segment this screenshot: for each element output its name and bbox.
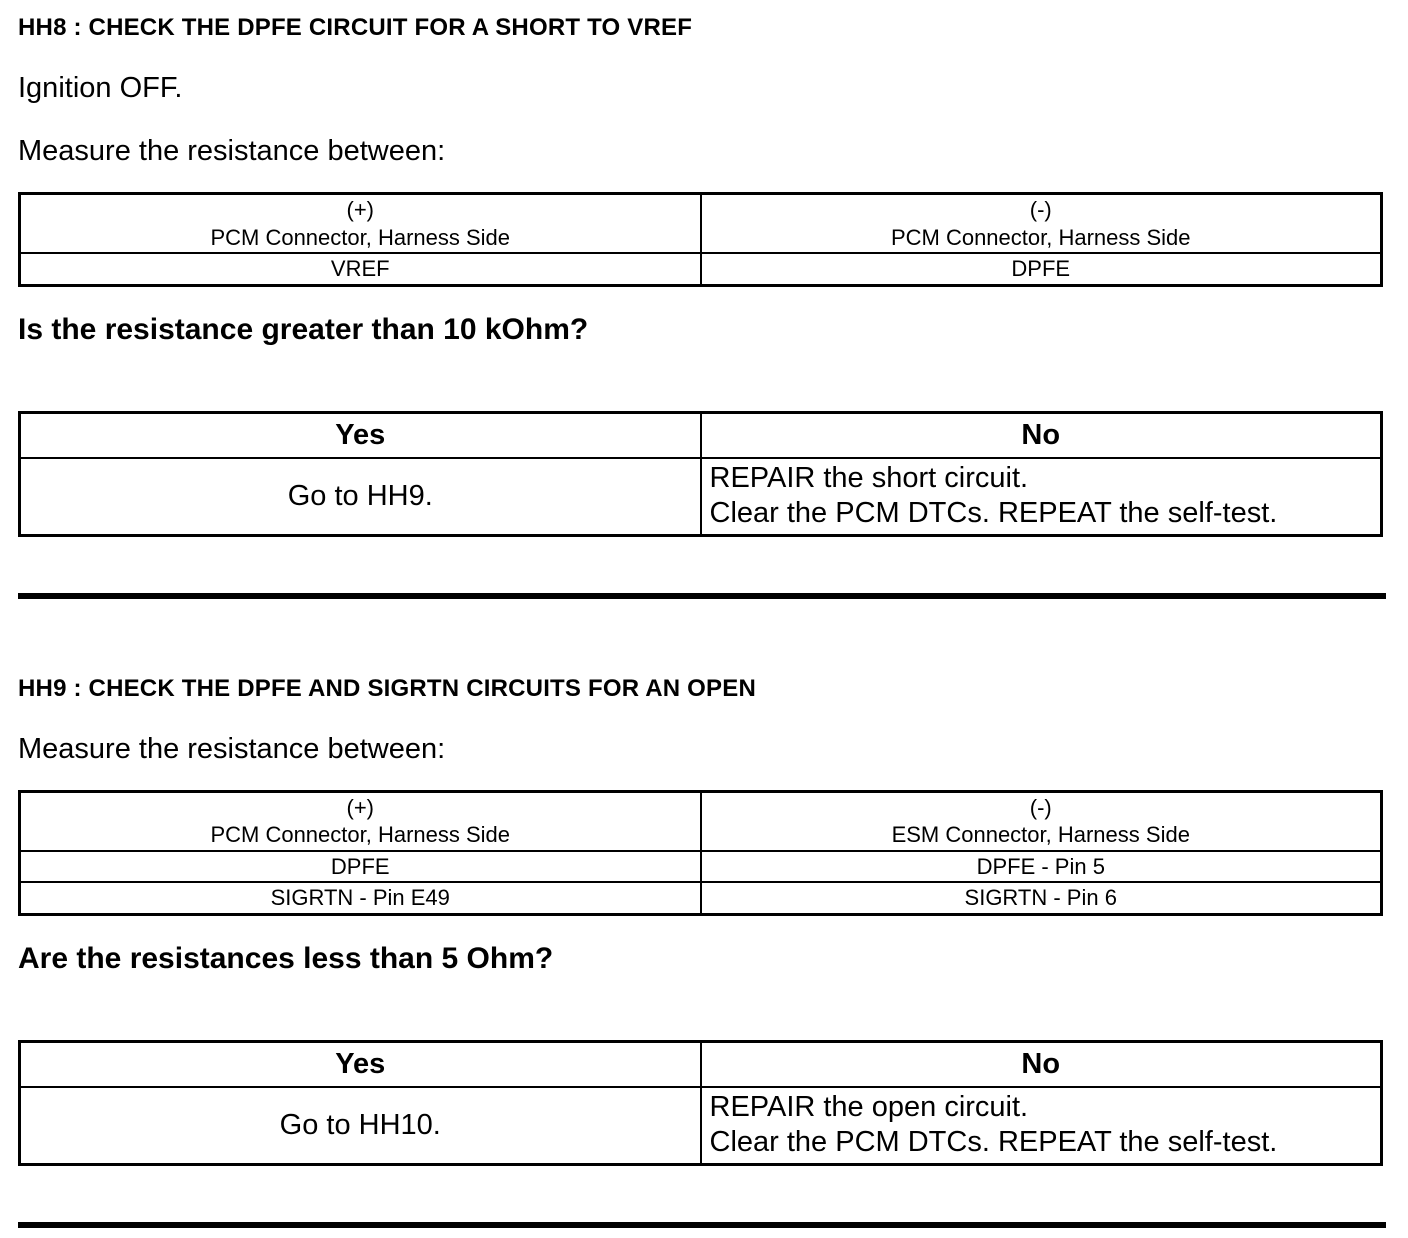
plus-header-cell xyxy=(20,194,701,254)
question-text: Are the resistances less than 5 Ohm? xyxy=(18,941,554,975)
section-title: HH9 : CHECK THE DPFE AND SIGRTN CIRCUITS FOR AN OPEN xyxy=(18,674,756,702)
no-cell xyxy=(701,458,1382,535)
plus-column-label: PCM Connector, Harness Side xyxy=(210,822,511,848)
decision-header-row xyxy=(20,412,1382,458)
minus-header-cell xyxy=(701,194,1382,254)
minus-header-cell xyxy=(701,791,1382,851)
measurement-table xyxy=(18,192,1383,287)
table-cell: VREF xyxy=(20,253,701,285)
decision-table xyxy=(18,411,1383,537)
spacer xyxy=(18,599,1386,675)
no-header: No xyxy=(701,412,1382,458)
section-hh9 xyxy=(18,675,1386,1228)
measurement-table xyxy=(18,790,1383,916)
plus-sign: (+) xyxy=(346,794,374,820)
plus-sign: (+) xyxy=(346,197,374,222)
instruction-text: Ignition OFF. xyxy=(18,72,183,104)
table-cell: DPFE xyxy=(701,253,1382,285)
spacer xyxy=(18,976,1386,1040)
yes-cell: Go to HH9. xyxy=(20,458,701,535)
instruction-text: Measure the resistance between: xyxy=(18,135,446,167)
yes-header: Yes xyxy=(20,412,701,458)
table-header-row xyxy=(20,791,1382,851)
table-cell: DPFE - Pin 5 xyxy=(701,851,1382,883)
no-header: No xyxy=(701,1041,1382,1087)
decision-table xyxy=(18,1040,1383,1166)
yes-header: Yes xyxy=(20,1041,701,1087)
yes-cell: Go to HH10. xyxy=(20,1087,701,1164)
table-row xyxy=(20,882,1382,914)
no-cell xyxy=(701,1087,1382,1164)
no-cell-line: Clear the PCM DTCs. REPEAT the self-test. xyxy=(709,497,1278,530)
decision-row xyxy=(20,1087,1382,1164)
question-text: Is the resistance greater than 10 kOhm? xyxy=(18,312,589,346)
plus-header-cell xyxy=(20,791,701,851)
table-row xyxy=(20,253,1382,285)
section-title: HH8 : CHECK THE DPFE CIRCUIT FOR A SHORT TO VREF xyxy=(18,14,693,41)
minus-sign: (-) xyxy=(1029,197,1052,222)
table-row xyxy=(20,851,1382,883)
minus-column-label: PCM Connector, Harness Side xyxy=(890,224,1191,250)
decision-row xyxy=(20,458,1382,535)
spacer xyxy=(18,347,1386,411)
no-cell-line: REPAIR the open circuit. xyxy=(709,1091,1029,1123)
table-cell: SIGRTN - Pin E49 xyxy=(20,882,701,914)
table-cell: DPFE xyxy=(20,851,701,883)
section-hh8 xyxy=(18,14,1386,599)
minus-column-label: ESM Connector, Harness Side xyxy=(891,822,1190,848)
decision-header-row xyxy=(20,1041,1382,1087)
plus-column-label: PCM Connector, Harness Side xyxy=(210,224,511,250)
minus-sign: (-) xyxy=(1029,794,1052,820)
no-cell-line: Clear the PCM DTCs. REPEAT the self-test. xyxy=(709,1126,1278,1159)
no-cell-line: REPAIR the short circuit. xyxy=(709,461,1029,494)
section-divider xyxy=(18,1222,1386,1228)
instruction-text: Measure the resistance between: xyxy=(18,732,446,765)
table-header-row xyxy=(20,194,1382,254)
table-cell: SIGRTN - Pin 6 xyxy=(701,882,1382,914)
